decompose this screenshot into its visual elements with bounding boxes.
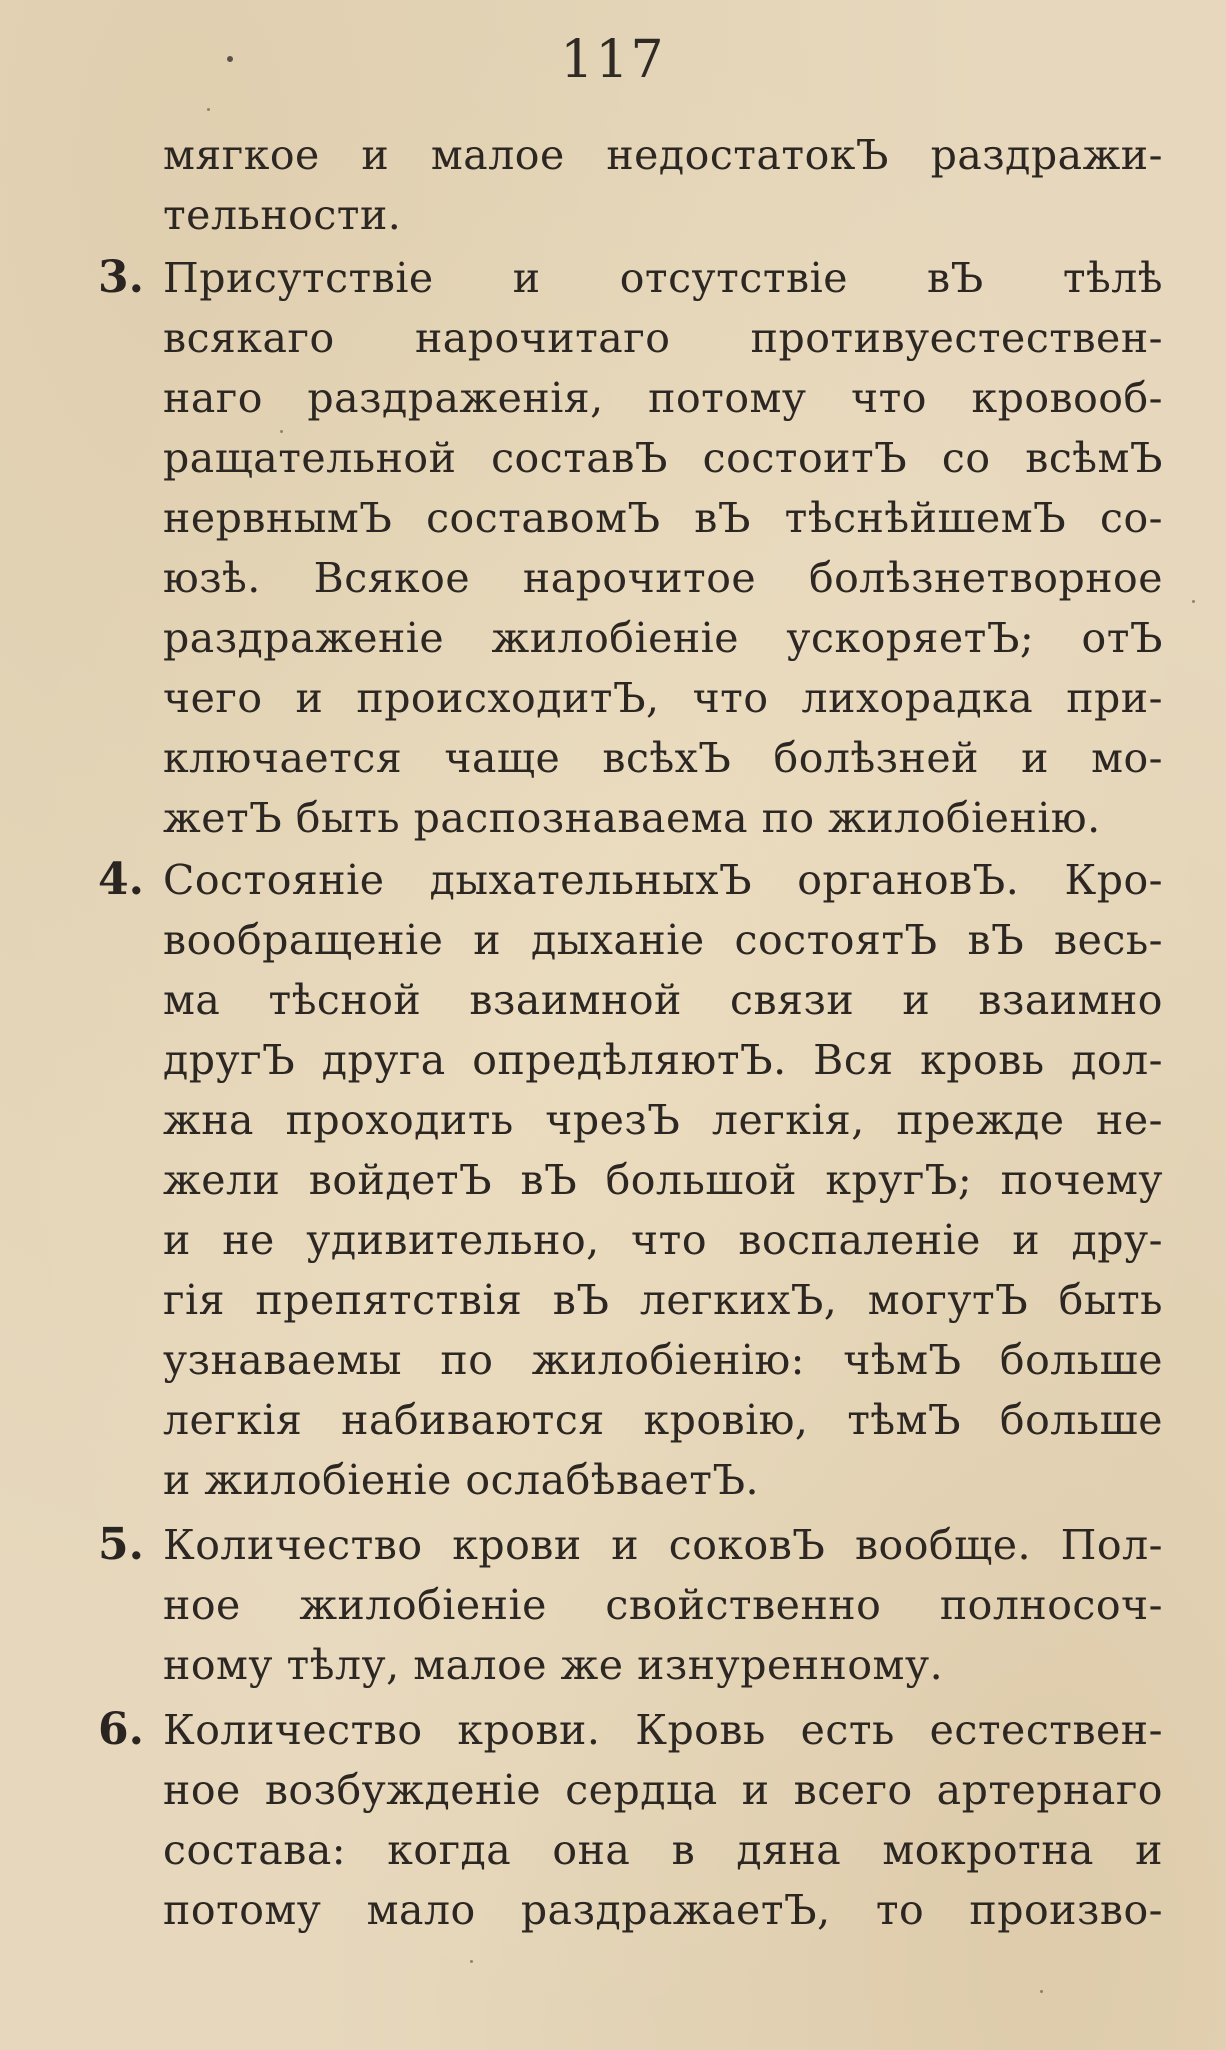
text-line: ма тѣсной взаимной связи и взаимно <box>163 976 1163 1024</box>
item-number: 5. <box>98 1519 144 1570</box>
text-line: вообращеніе и дыханіе состоятЪ вЪ весь- <box>163 916 1163 964</box>
text-line: Состояніе дыхательныхЪ органовЪ. Кро- <box>163 856 1163 904</box>
text-line: раздраженіе жилобіеніе ускоряетЪ; отЪ <box>163 614 1163 662</box>
text-line: наго раздраженія, потому что кровооб- <box>163 374 1163 422</box>
paper-fleck <box>280 430 283 433</box>
item-number: 4. <box>98 854 144 905</box>
text-line: юзѣ. Всякое нарочитое болѣзнетворное <box>163 554 1163 602</box>
text-line: ному тѣлу, малое же изнуренному. <box>163 1641 944 1689</box>
text-line: узнаваемы по жилобіенію: чѣмЪ больше <box>163 1336 1163 1384</box>
text-line: и не удивительно, что воспаленіе и дру- <box>163 1216 1163 1264</box>
text-line: тельности. <box>163 191 402 239</box>
text-line: нервнымЪ составомЪ вЪ тѣснѣйшемЪ со- <box>163 494 1163 542</box>
text-line: жна проходить чрезЪ легкія, прежде не- <box>163 1096 1163 1144</box>
text-line: жели войдетЪ вЪ большой кругЪ; почему <box>163 1156 1163 1204</box>
paper-fleck <box>207 108 210 111</box>
text-line: легкія набиваются кровію, тѣмЪ больше <box>163 1396 1163 1444</box>
text-line: ращательной составЪ состоитЪ со всѣмЪ <box>163 434 1163 482</box>
text-line: ное возбужденіе сердца и всего артернаго <box>163 1766 1163 1814</box>
text-line: гія препятствія вЪ легкихЪ, могутЪ быть <box>163 1276 1163 1324</box>
text-line: Количество крови и соковЪ вообще. Пол- <box>163 1521 1163 1569</box>
text-line: Присутствіе и отсутствіе вЪ тѣлѣ <box>163 254 1163 302</box>
text-line: потому мало раздражаетЪ, то произво- <box>163 1886 1163 1934</box>
text-line: и жилобіеніе ослабѣваетЪ. <box>163 1456 760 1504</box>
item-number: 3. <box>98 252 144 303</box>
text-line: ное жилобіеніе свойственно полносоч- <box>163 1581 1163 1629</box>
text-line: Количество крови. Кровь есть естествен- <box>163 1706 1163 1754</box>
page-number: 117 <box>560 30 666 90</box>
text-line: жетЪ быть распознаваема по жилобіенію. <box>163 794 1101 842</box>
text-line: чего и происходитЪ, что лихорадка при- <box>163 674 1163 722</box>
text-line: состава: когда она в дяна мокротна и <box>163 1826 1163 1874</box>
text-line: ключается чаще всѣхЪ болѣзней и мо- <box>163 734 1163 782</box>
item-number: 6. <box>98 1704 144 1755</box>
paper-fleck <box>470 1960 473 1963</box>
text-line: мягкое и малое недостатокЪ раздражи- <box>163 131 1163 179</box>
text-line: другЪ друга опредѣляютЪ. Вся кровь дол- <box>163 1036 1163 1084</box>
paper-fleck <box>1040 1990 1043 1993</box>
text-line: всякаго нарочитаго противуестествен- <box>163 314 1163 362</box>
paper-fleck <box>1192 600 1195 603</box>
